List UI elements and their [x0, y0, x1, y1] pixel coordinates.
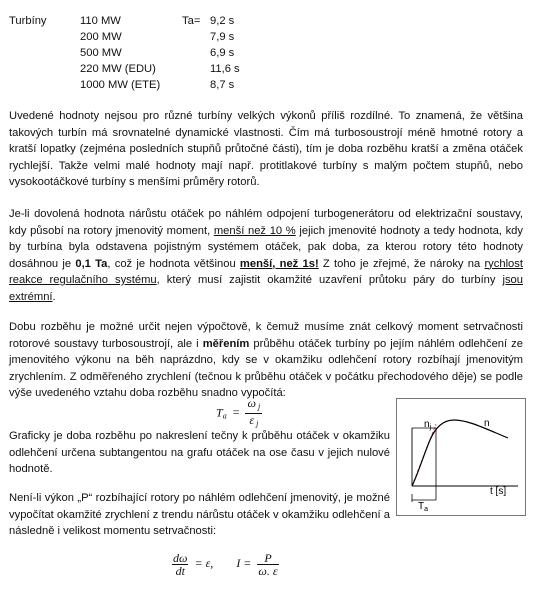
power-cell: 110 MW	[80, 15, 121, 27]
fraction-numerator	[245, 397, 262, 414]
formula-subscript: j	[256, 419, 259, 428]
table-label: Turbíny	[9, 15, 47, 27]
nj-label	[424, 419, 432, 431]
paragraph-speed-rise	[9, 206, 523, 305]
formula-subscript: j	[257, 402, 261, 411]
run-up-graph	[396, 398, 526, 516]
text-span: , což je hodnota většinou	[107, 257, 240, 270]
formula-symbol: ε	[249, 413, 255, 427]
power-cell: 1000 MW (ETE)	[80, 79, 161, 91]
formula-acceleration-inertia	[172, 552, 279, 577]
text-span: Z toho je zřejmé, že nároky na	[318, 257, 485, 270]
underlined-text: menší než 10 %	[213, 224, 296, 237]
ta-label-graph	[418, 501, 428, 513]
value-cell: 11,6 s	[210, 63, 240, 75]
formula-subscript: a	[222, 411, 227, 421]
value-cell: 9,2 s	[210, 15, 235, 27]
graph-frame	[397, 399, 526, 516]
formula-symbol: T	[216, 405, 223, 420]
text-span: jejich jmenovité hodnoty a tedy hodnota, kdy by turbína byla odstavena pojistným systémem otáček, pak doba, za kterou rotory této hodnoty dosáhnou je	[9, 224, 523, 270]
bold-text: 0,1 Ta	[75, 257, 108, 270]
ta-symbol: T	[418, 501, 425, 512]
text-span: Dobu rozběhu je možné určit nejen výpočtově, k čemuž musíme znát celkový moment setrvačnosti rotorové soustavy turbosoustrojí, ale i	[9, 321, 523, 350]
fraction-denominator: dt	[175, 564, 185, 578]
ta-label: Ta=	[182, 15, 201, 27]
nj-subscript: j	[429, 424, 432, 431]
underlined-text: jsou extrémní	[9, 274, 523, 303]
fraction-numerator: P	[257, 552, 278, 565]
formula-fraction	[245, 397, 262, 430]
power-cell: 500 MW	[80, 47, 122, 59]
value-cell: 8,7 s	[210, 79, 235, 91]
formula-symbol: ω	[247, 396, 256, 410]
power-cell: 200 MW	[80, 31, 122, 43]
paragraph-moment-of-inertia: Není-li výkon „P“ rozbíhající rotory po náhlém odlehčení jmenovitý, je možné vypočítat okamžité zrychlení z trendu nárůstu otáček v okamžiku odlehčení a následně i velikost momentu setrvačnosti:	[9, 492, 390, 537]
text-span: , který musí zajistit okamžité uzavření průtoku páry do turbíny	[156, 274, 503, 286]
paragraph-measurement	[9, 319, 523, 402]
underlined-text: rychlost reakce regulačního systému	[9, 257, 523, 286]
paragraph-graphical-method: Graficky je doba rozběhu po nakreslení tečny k průběhu otáček v okamžiku odlehčení určena subtangentou na grafu otáček na ose času v jejich nulové hodnotě.	[9, 430, 390, 475]
text-span: Je-li dovolená hodnota nárůstu otáček po náhlém odpojení turbogenerátoru od elektrizační soustavy, kdy působí na rotory jmenovitý moment,	[9, 208, 523, 237]
text-span: průběhu otáček turbíny po jejím náhlém odlehčení ze jmenovitého výkonu na běh naprázdno, kdy se v okamžiku odlehčení rotory rozbíhají jmenovitým zrychlením. Z odměřeného zrychlení (tečnou k průběhu otáček v počátku přechodového děje) se podle výše uvedeného vztahu doba rozběhu snadno vypočítá:	[9, 337, 523, 399]
formula-fraction	[172, 552, 188, 577]
fraction-denominator: ω. ε	[258, 564, 278, 578]
paragraph-similar-dynamics: Uvedené hodnoty nejsou pro různé turbíny velkých výkonů příliš rozdílné. To znamená, že většina takových turbín má srovnatelné dynamické vlastnosti. Čím má turbosoustrojí méně hmotné rotory a kratší lopatky (zejména posledních stupňů průtočné části), tím je doba rozběhu kratší a změna otáček rychlejší. Takže velmi malé hodnoty mají např. protitlakové turbíny s malým počtem stupňů, nebo vysokootáčkové turbíny s menšími průměry rotorů.	[9, 110, 523, 188]
power-cell: 220 MW (EDU)	[80, 63, 156, 75]
value-cell: 6,9 s	[210, 47, 235, 59]
time-axis-label: t [s]	[490, 486, 507, 497]
value-cell: 7,9 s	[210, 31, 235, 43]
text-span: .	[52, 290, 56, 303]
curve-label: n	[484, 418, 490, 429]
formula-text: I =	[236, 556, 252, 571]
bold-underlined-text: menší, než 1s!	[239, 257, 319, 270]
bold-text: měřením	[202, 337, 250, 350]
formula-run-up-time	[216, 397, 262, 430]
formula-text: = ε,	[194, 556, 214, 571]
formula-equals: =	[232, 405, 240, 420]
fraction-numerator: dω	[173, 551, 188, 565]
formula-fraction	[257, 552, 278, 577]
ta-subscript: a	[424, 506, 429, 513]
nj-symbol: n	[424, 419, 430, 430]
